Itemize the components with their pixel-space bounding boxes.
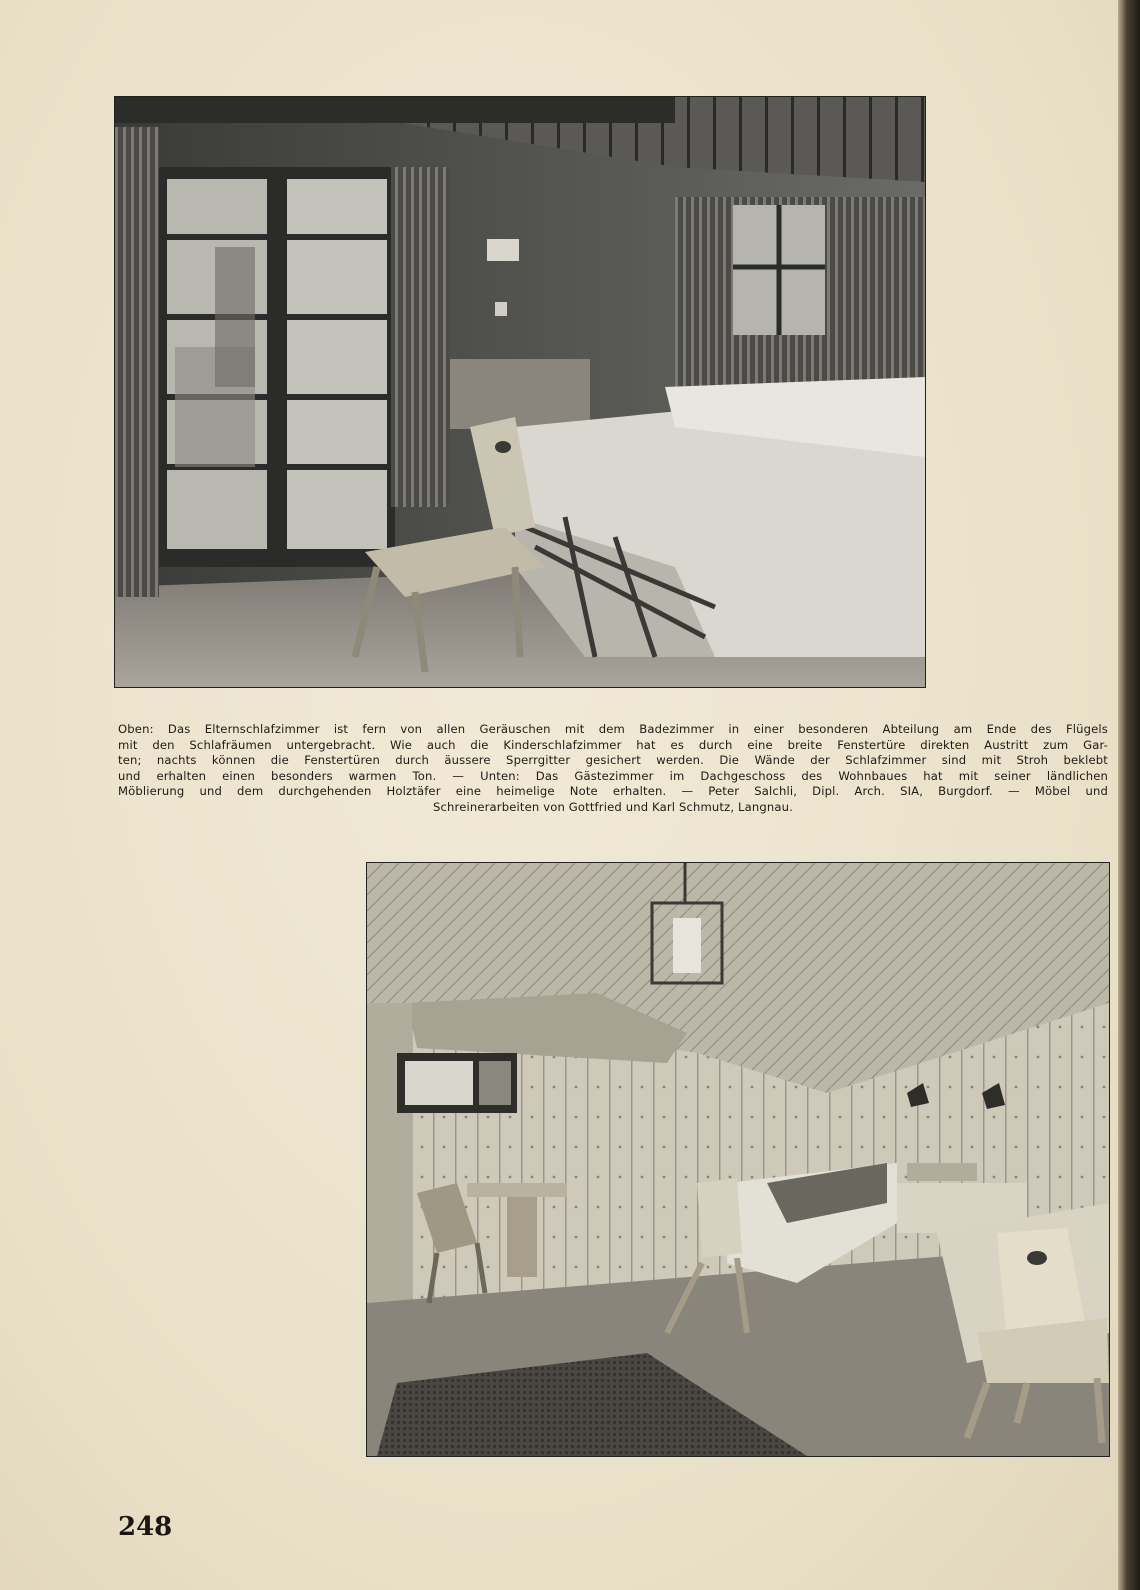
caption-line: und erhalten einen besonders warmen Ton. — Unten: Das Gästezimmer im Dachgeschoss des Wohnbaues hat mit seiner ländlichen xyxy=(118,768,1108,783)
guest-room-photo-graphic xyxy=(367,863,1109,1456)
book-binding-edge xyxy=(1118,0,1140,1590)
caption-line: Schreinerarbeiten von Gottfried und Karl Schmutz, Langnau. xyxy=(433,799,793,814)
caption-line: mit den Schlafräumen untergebracht. Wie auch die Kinderschlafzimmer hat es durch eine breite Fenstertüre direkten Austritt zum Gar- xyxy=(118,737,1108,752)
bedroom-photo-graphic xyxy=(115,97,925,687)
photo-guest-room xyxy=(366,862,1110,1457)
page-number: 248 xyxy=(118,1512,173,1542)
caption-line: Möblierung und dem durchgehenden Holztäfer eine heimelige Note erhalten. — Peter Salchli, Dipl. Arch. SIA, Burgdorf. — Möbel und xyxy=(118,784,1108,799)
caption-line: Oben: Das Elternschlafzimmer ist fern von allen Geräuschen mit dem Badezimmer in einer besonderen Abteilung am Ende des Flügels xyxy=(118,722,1108,736)
photo-caption xyxy=(118,722,1108,816)
caption-line: ten; nachts können die Fenstertüren durch äussere Sperrgitter gesichert werden. Die Wände der Schlafzimmer sind mit Stroh beklebt xyxy=(118,753,1108,768)
photo-parents-bedroom xyxy=(114,96,926,688)
